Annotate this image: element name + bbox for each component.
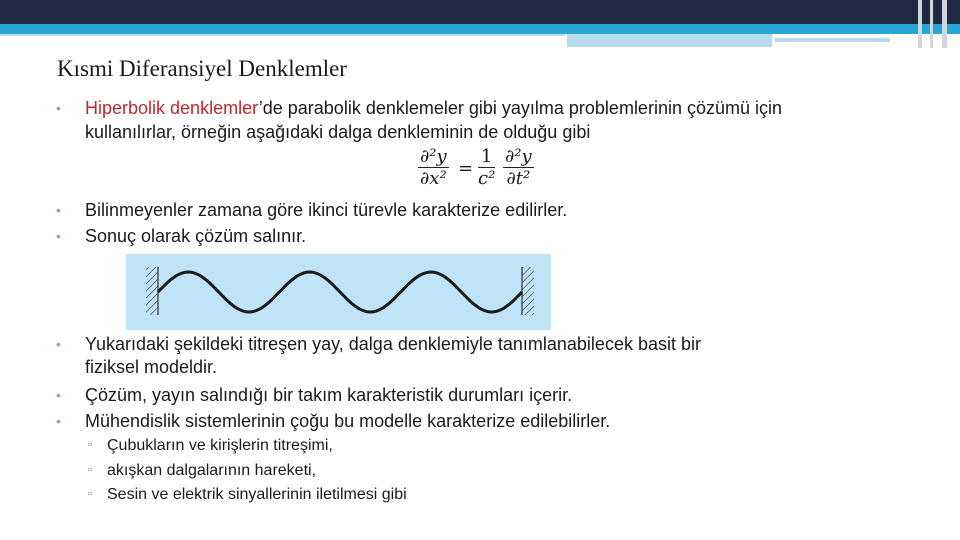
rhs-numerator: ∂²y bbox=[505, 146, 532, 167]
bullet-text-line2: kullanılırlar, örneğin aşağıdaki dalga denkleminin de olduğu gibi bbox=[85, 122, 591, 142]
coef-numerator: 1 bbox=[478, 146, 495, 168]
fraction-lhs bbox=[418, 146, 449, 189]
bullet-text-line1: ’de parabolik denklemeler gibi yayılma problemlerinin çözümü için bbox=[258, 98, 782, 118]
sub-bullet-text: Sesin ve elektrik sinyallerinin iletilmesi gibi bbox=[107, 486, 407, 503]
sub-bullet-text: akışkan dalgalarının hareketi, bbox=[107, 462, 317, 479]
decor-stripe bbox=[918, 0, 922, 48]
sub-bullet-marker: ▫ bbox=[88, 486, 93, 500]
bullet-marker: • bbox=[56, 336, 61, 352]
bullet-text-line2: fiziksel modeldir. bbox=[85, 357, 218, 377]
accent-blue-bar bbox=[0, 24, 960, 34]
sub-bullet-text: Çubukların ve kirişlerin titreşimi, bbox=[107, 437, 333, 454]
wave-equation bbox=[418, 146, 543, 201]
coef-denominator: c² bbox=[478, 168, 496, 189]
decor-stripe bbox=[942, 0, 947, 48]
bullet-marker: • bbox=[56, 387, 61, 403]
sub-bullet-item bbox=[88, 486, 407, 504]
sub-bullet-item bbox=[88, 462, 317, 480]
left-wall-support bbox=[146, 267, 158, 315]
fraction-coef bbox=[478, 146, 495, 189]
bullet-marker: • bbox=[56, 202, 61, 218]
bullet-marker: • bbox=[56, 100, 61, 116]
decor-stripe bbox=[567, 34, 772, 47]
slide-title: Kısmi Diferansiyel Denklemler bbox=[57, 56, 347, 81]
bullet-marker: • bbox=[56, 413, 61, 429]
sub-bullet-marker: ▫ bbox=[88, 437, 93, 451]
fraction-rhs bbox=[503, 146, 534, 189]
lhs-denominator: ∂x² bbox=[420, 168, 447, 189]
bullet-text: Bilinmeyenler zamana göre ikinci türevle karakterize edilirler. bbox=[85, 200, 568, 220]
bullet-text bbox=[85, 97, 782, 119]
lhs-numerator: ∂²y bbox=[420, 146, 447, 167]
bullet-text: Sonuç olarak çözüm salınır. bbox=[85, 226, 307, 246]
decor-stripe bbox=[775, 38, 890, 42]
rhs-denominator: ∂t² bbox=[506, 168, 531, 189]
bullet-marker: • bbox=[56, 228, 61, 244]
equals-sign: = bbox=[458, 158, 474, 179]
right-wall-support bbox=[522, 267, 534, 315]
highlight-term: Hiperbolik denklemler bbox=[85, 98, 259, 118]
sub-bullet-marker: ▫ bbox=[88, 462, 93, 476]
bullet-text: Çözüm, yayın salındığı bir takım karakteristik durumları içerir. bbox=[85, 385, 573, 405]
bullet-text: Mühendislik sistemlerinin çoğu bu modelle karakterize edilebilirler. bbox=[85, 411, 611, 431]
vibrating-string bbox=[158, 272, 522, 312]
decor-stripe bbox=[0, 34, 565, 36]
top-dark-bar bbox=[0, 0, 960, 24]
string-wave-graphic bbox=[126, 254, 551, 330]
decor-stripe bbox=[930, 0, 933, 48]
vibrating-string-figure bbox=[126, 254, 551, 330]
bullet-text-line1: Yukarıdaki şekildeki titreşen yay, dalga denklemiyle tanımlanabilecek basit bir bbox=[85, 334, 701, 354]
sub-bullet-item bbox=[88, 437, 333, 455]
